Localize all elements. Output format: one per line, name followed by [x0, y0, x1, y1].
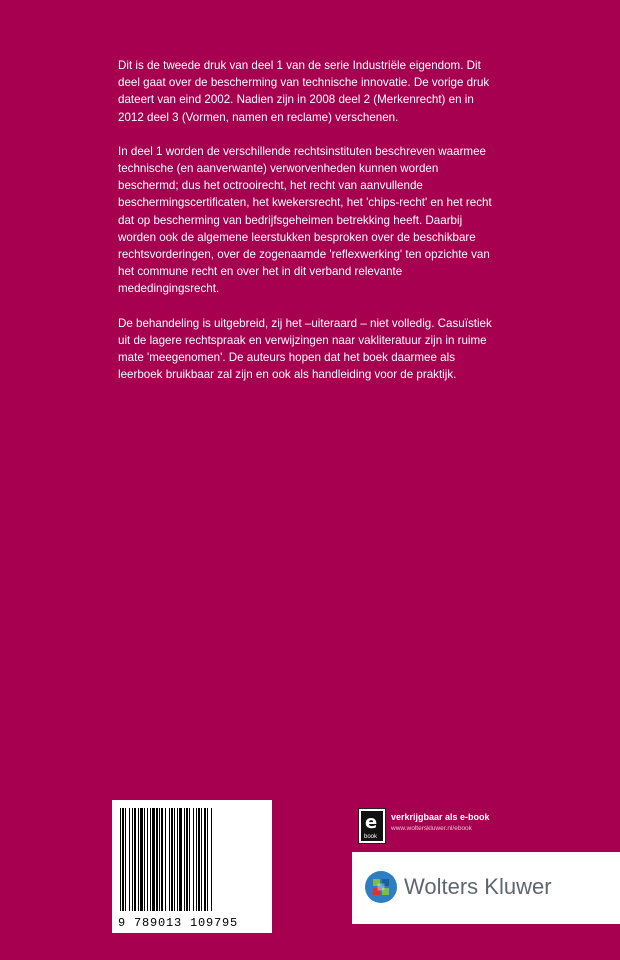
publisher-name: Wolters Kluwer: [404, 874, 552, 899]
ebook-label: verkrijgbaar als e-book: [391, 812, 490, 822]
barcode-bars: [120, 808, 266, 911]
blurb-paragraph-1: Dit is de tweede druk van deel 1 van de serie Industriële eigendom. Dit deel gaat over de bescherming van technische innovatie. De vorige druk dateert van eind 2002. Nadien zijn in 2008 deel 2 (Merkenrecht) en in 2012 deel 3 (Vormen, namen en reclame) verschenen.: [118, 59, 490, 124]
publisher-logo-panel: [352, 852, 620, 924]
ebook-icon: [358, 808, 386, 844]
ebook-url: www.wolterskluwer.nl/ebook: [391, 825, 472, 832]
blurb-paragraph-3: De behandeling is uitgebreid, zij het –uiteraard – niet volledig. Casuïstiek uit de lagere rechtspraak en verwijzingen naar vakliteratuur zijn in ruime mate 'meegenomen'. De auteurs hopen dat het boek daarmee als leerboek bruikbaar zal zijn en ook als handleiding voor de praktijk.: [118, 316, 492, 382]
isbn-number: 9 789013 109795: [118, 916, 239, 930]
wolters-kluwer-logo-icon: [364, 870, 398, 904]
ebook-badge-letter: e: [365, 812, 378, 833]
blurb-paragraph-2: In deel 1 worden de verschillende rechtsinstituten beschreven waarmee technische (en aanverwante) verworvenheden kunnen worden beschermd; dus het octrooirecht, het recht van aanvullende beschermingscertificaten, het kwekersrecht, het 'chips-recht' en het recht dat op bescherming van bedrijfsgeheimen betrekking heeft. Daarbij worden ook de algemene leerstukken besproken over de beschikbare rechtsvorderingen, over de zogenaamde 'reflexwerking' ten opzichte van het commune recht en over het in dit verband relevante mededingingsrecht.: [118, 144, 492, 296]
blurb-text: [118, 57, 502, 400]
ebook-notice: [358, 808, 538, 844]
ebook-badge-label: book: [364, 834, 378, 840]
barcode: [112, 800, 272, 933]
